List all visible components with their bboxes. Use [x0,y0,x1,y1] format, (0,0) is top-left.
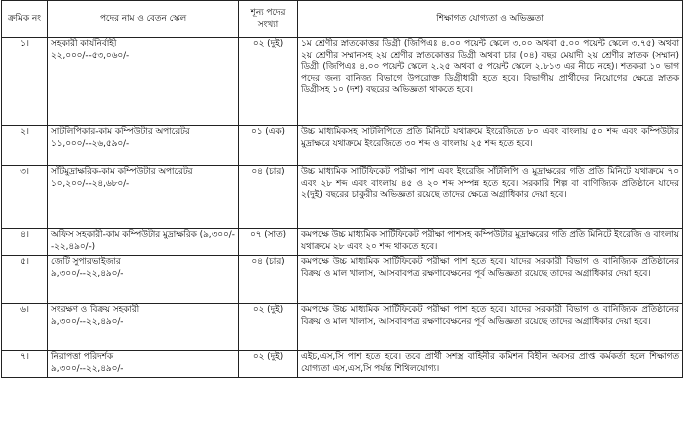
row-serial: ৪। [2,229,48,256]
row-qualification: ১ম শ্রেণীর স্নাতকোত্তর ডিগ্রী (জিপিএঃ ৪.০০ পয়েন্ট স্কেলে ৩.০০ অথবা ৫.০০ পয়েন্ট স্কেলে ৩.৭৫) অথবা ২য় শ্রেণীর সম্মানসহ ২য় শ্রেণীর স্নাতকোত্তর ডিগ্রী অথবা চার (০৪) বছর মেয়াদী ২য় শ্রেণীর স্নাতক (সম্মান) ডিগ্রী (জিপিএঃ ৪.০০ পয়েন্ট স্কেলে ২.২৫ অথবা ৫ পয়েন্ট স্কেলে ২.৮১৩ এর নীচে নহে)। শতকরা ১০ ভাগ পদের জন্য বানিজ্য বিভাগে উপরোক্ত ডিগ্রীধারী হতে হবে। বিভাগীয় প্রার্থীদের নিয়োগের ক্ষেত্রে স্নাতক ডিগ্রীসহ ১০ (দশ) বছরের অভিজ্ঞতা থাকতে হবে। [298,38,683,126]
pay-scale: ৯,৩০০/--২২,৪৯০/- [51,316,124,327]
post-name: জেটি সুপারভাইজার [51,257,121,267]
pay-scale: ৯,৩০০/--২২,৪৯০/- [51,363,124,374]
table-row [2,256,683,304]
table-header-row [2,1,683,38]
row-serial: ১। [2,38,48,126]
row-vacancies: ০২ (দুই) [239,304,298,351]
row-vacancies: ০৪ (চার) [239,256,298,304]
row-serial: ৫। [2,256,48,304]
table-row [2,38,683,126]
pay-scale: ১০,২০০/--২৪,৬৮০/- [51,178,130,189]
row-serial: ৩। [2,166,48,229]
row-vacancies: ০২ (দুই) [239,351,298,378]
post-name: সাঁটমুদ্রাক্ষরিক-কাম কম্পিউটার অপারেটর [51,167,193,177]
row-qualification: উচ্চ মাধ্যমিক সার্টিফিকেট পরীক্ষা পাশ এবং ইংরেজি সাঁটলিপি ও মুদ্রাক্ষরের গতি প্রতি মিনিটে যথাক্রমে ৭০ এবং ২৮ শব্দ এবং বাংলায় ৪৫ ও ২০ শব্দ সম্পন্ন হতে হবে। সরকারি শিল্প বা বাণিজ্যিক প্রতিষ্ঠানে যাদের ২(দুই) বছরের চাকুরীর অভিজ্ঞতা রয়েছে তাদের ক্ষেত্রে অগ্রাধিকার দেয়া হবে। [298,166,683,229]
pay-scale: ৯,৩০০/--২২,৪৯০/- [51,268,124,279]
table-row [2,126,683,166]
row-qualification: কমপক্ষে উচ্চ মাধ্যমিক সার্টিফিকেট পরীক্ষা পাশ হতে হবে। যাদের সরকারী বিভাগ ও বানিজ্যিক প্রতিষ্ঠানের বিক্রয় ও মাল খালাস, আসবাবপত্র রক্ষণাবেক্ষনের পূর্ব অভিজ্ঞতা রয়েছে তাদের অগ্রাধিকার দেয়া হবে। [298,256,683,304]
table-row [2,229,683,256]
job-vacancy-table [1,0,683,378]
row-post-cell [48,304,239,351]
row-post-cell [48,256,239,304]
row-qualification: উচ্চ মাধ্যমিকসহ সাটলিপিতে প্রতি মিনিটে যথাক্রমে ইংরেজিতে ৮০ এবং বাংলায় ৫০ শব্দ এবং কম্পিউটার মুদ্রাক্ষরে যথাক্রমে ইংরেজিতে ৩০ শব্দ ও বাংলায় ২৫ শব্দ হতে হবে। [298,126,683,166]
row-post-cell [48,229,239,256]
row-serial: ৬। [2,304,48,351]
table-row [2,166,683,229]
table-row [2,351,683,378]
post-name: সহকারী কার্যনির্বাহী [51,39,117,49]
row-qualification: কমপক্ষে উচ্চ মাধ্যমিক সার্টিফিকেট পরীক্ষা পাশ হতে হবে। যাদের সরকারী বিভাগ ও বানিজ্যিক প্রতিষ্ঠানের বিক্রয় ও মাল খালাস, আসবাবপত্র রক্ষণাবেক্ষনের পূর্ব অভিজ্ঞতা রয়েছে তাদের অগ্রাধিকার দেয়া হবে। [298,304,683,351]
header-qualification: শিক্ষাগত যোগ্যতা ও অভিজ্ঞতা [298,1,683,38]
post-name: সাটলিপিকার-কাম কম্পিউটার অপারেটর [51,127,190,137]
row-qualification: এইচ,এস,সি পাশ হতে হবে। তবে প্রার্থী সশস্ত্র বাহিনীর কমিশন বিহীন অবসর প্রাপ্ত কর্মকর্তা হলে শিক্ষাগত যোগ্যতা এস,এস,সি পর্যন্ত শিথিলযোগ্য। [298,351,683,378]
row-post-cell [48,38,239,126]
row-post-cell [48,351,239,378]
post-name: সংরক্ষণ ও বিক্রয় সহকারী [51,305,140,315]
post-name: অফিস সহকারী-কাম কম্পিউটার মুদ্রাক্ষরিক (৯,৩০০/--২২,৪৯০/-) [51,230,235,252]
header-serial: ক্রমিক নং [2,1,48,38]
pay-scale: ২২,০০০/--৫৩,০৬০/- [51,50,130,61]
row-serial: ২। [2,126,48,166]
row-post-cell [48,166,239,229]
row-post-cell [48,126,239,166]
header-post-and-scale: পদের নাম ও বেতন স্কেল [48,1,239,38]
pay-scale: ১১,০০০/--২৬,৫৯০/- [51,138,130,149]
table-row [2,304,683,351]
row-vacancies: ০৭ (সাত) [239,229,298,256]
row-serial: ৭। [2,351,48,378]
post-name: নিরাপত্তা পরিদর্শক [51,352,114,362]
row-vacancies: ০২ (দুই) [239,38,298,126]
row-qualification: কমপক্ষে উচ্চ মাধ্যমিক সার্টিফিকেট পরীক্ষা পাশসহ কম্পিউটার মুদ্রাক্ষরের গতি প্রতি মিনিটে ইংরেজি ও বাংলায় যথাক্রমে ২৮ এবং ২০ শব্দ থাকতে হবে। [298,229,683,256]
header-vacancies: শূন্য পদের সংখ্যা [239,1,298,38]
row-vacancies: ০১ (এক) [239,126,298,166]
row-vacancies: ০৪ (চার) [239,166,298,229]
